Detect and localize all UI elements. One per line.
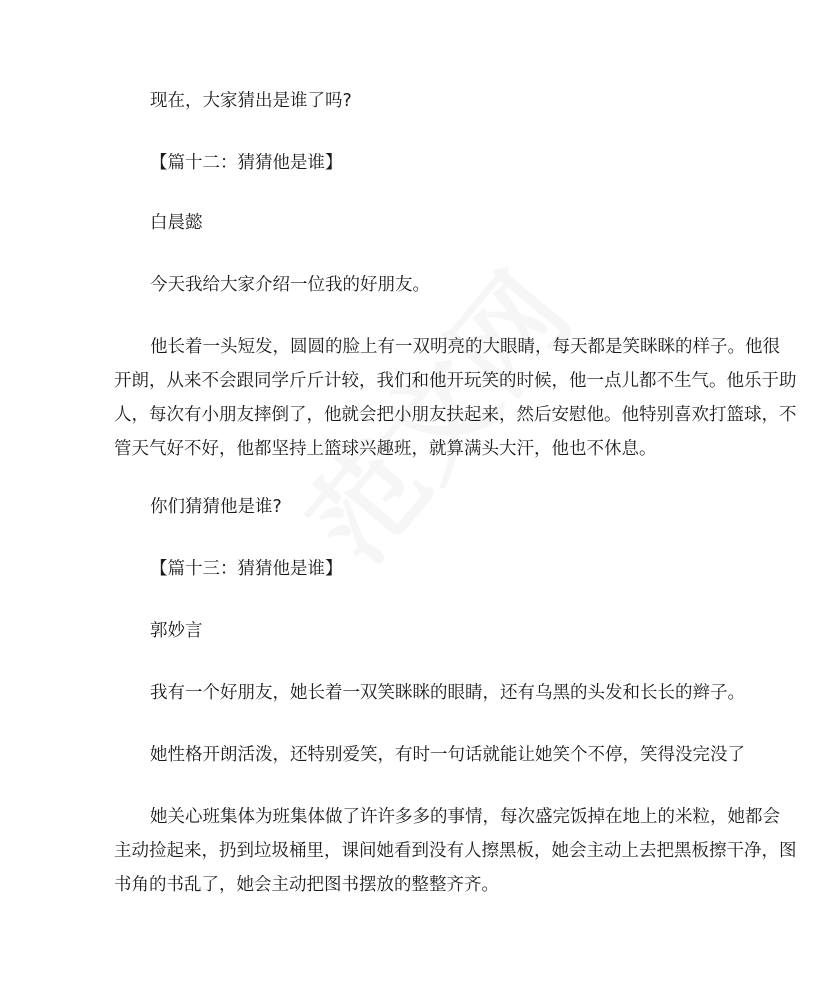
paragraph-personality-13 — [114, 738, 750, 772]
author-name-13 — [114, 614, 750, 648]
text-line: 【篇十三：猜猜他是谁】 — [150, 559, 343, 579]
text-line: 【篇十二：猜猜他是谁】 — [150, 153, 343, 173]
text-line: 你们猜猜他是谁? — [150, 497, 282, 517]
paragraph-question-2 — [114, 490, 750, 524]
text-line: 主动捡起来，扔到垃圾桶里，课间她看到没有人擦黑板，她会主动上去把黑板擦干净，图 — [114, 841, 797, 861]
text-line: 郭妙言 — [150, 621, 203, 641]
paragraph-question-1 — [114, 84, 750, 118]
paragraph-intro-13 — [114, 676, 750, 710]
section-heading-12 — [114, 146, 750, 180]
text-line: 书角的书乱了，她会主动把图书摆放的整整齐齐。 — [114, 875, 499, 895]
section-heading-13 — [114, 552, 750, 586]
text-line: 她关心班集体为班集体做了许许多多的事情，每次盛完饭掉在地上的米粒，她都会 — [150, 807, 780, 827]
text-line: 人，每次有小朋友摔倒了，他就会把小朋友扶起来，然后安慰他。他特别喜欢打篮球，不 — [114, 405, 797, 425]
text-line: 今天我给大家介绍一位我的好朋友。 — [150, 275, 430, 295]
paragraph-body-13 — [114, 800, 797, 902]
text-line: 开朗，从来不会跟同学斤斤计较，我们和他开玩笑的时候，他一点儿都不生气。他乐于助 — [114, 371, 797, 391]
text-line: 现在，大家猜出是谁了吗? — [150, 91, 352, 111]
paragraph-intro-12 — [114, 268, 750, 302]
text-line: 管天气好不好，他都坚持上篮球兴趣班，就算满头大汗，他也不休息。 — [114, 439, 657, 459]
paragraph-body-12 — [114, 330, 797, 466]
text-line: 我有一个好朋友，她长着一双笑眯眯的眼睛，还有乌黑的头发和长长的辫子。 — [150, 683, 745, 703]
text-line: 白晨懿 — [150, 213, 203, 233]
author-name-12 — [114, 206, 750, 240]
text-line: 她性格开朗活泼，还特别爱笑，有时一句话就能让她笑个不停，笑得没完没了 — [150, 745, 745, 765]
text-line: 他长着一头短发，圆圆的脸上有一双明亮的大眼睛，每天都是笑眯眯的样子。他很 — [150, 337, 780, 357]
